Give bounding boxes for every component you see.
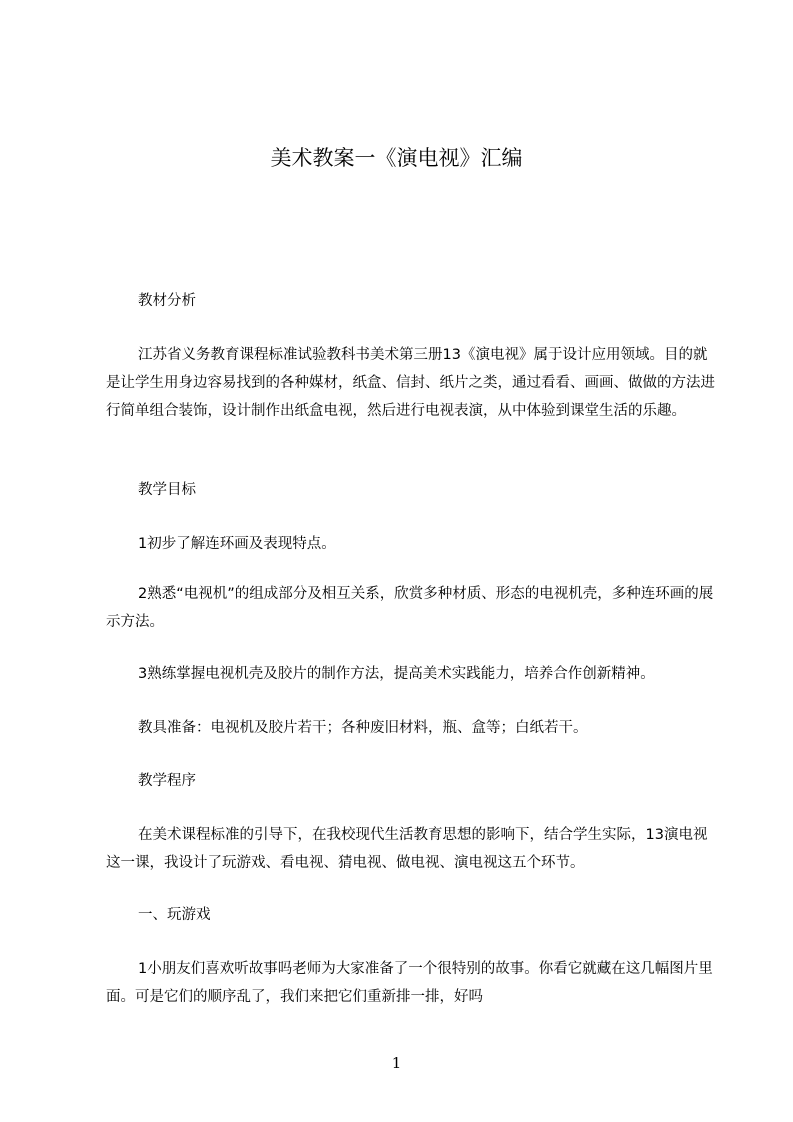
paragraph-heading-textbook-analysis: 教材分析	[138, 293, 196, 309]
paragraph-textbook-analysis: 江苏省义务教育课程标准试验教科书美术第三册13《演电视》属于设计应用领域。目的就是让学生用身边容易找到的各种媒材，纸盒、信封、纸片之类，通过看看、画画、做做的方法进行简单组合装饰，设计制作出纸盒电视，然后进行电视表演，从中体验到课堂生活的乐趣。	[106, 347, 715, 419]
paragraph-heading-teaching-goals: 教学目标	[138, 482, 196, 498]
paragraph-heading-play-game: 一、玩游戏	[138, 907, 211, 923]
paragraph-goal-1: 1初步了解连环画及表现特点。	[138, 536, 336, 552]
page-number: 1	[391, 1054, 402, 1072]
paragraph-procedure-intro: 在美术课程标准的引导下，在我校现代生活教育思想的影响下，结合学生实际，13演电视这一课，我设计了玩游戏、看电视、猜电视、做电视、演电视这五个环节。	[106, 827, 708, 871]
paragraph-teaching-aids: 教具准备：电视机及胶片若干；各种废旧材料，瓶、盒等；白纸若干。	[138, 720, 588, 736]
paragraph-goal-2: 2熟悉“电视机”的组成部分及相互关系，欣赏多种材质、形态的电视机壳，多种连环画的展示方法。	[106, 586, 714, 630]
document-title: 美术教案一《演电视》汇编	[270, 146, 523, 170]
paragraph-heading-teaching-procedure: 教学程序	[138, 773, 196, 789]
paragraph-goal-3: 3熟练掌握电视机壳及胶片的制作方法，提高美术实践能力，培养合作创新精神。	[138, 666, 655, 682]
paragraph-play-game-1: 1小朋友们喜欢听故事吗老师为大家准备了一个很特别的故事。你看它就藏在这几幅图片里面。可是它们的顺序乱了，我们来把它们重新排一排，好吗	[106, 961, 713, 1005]
